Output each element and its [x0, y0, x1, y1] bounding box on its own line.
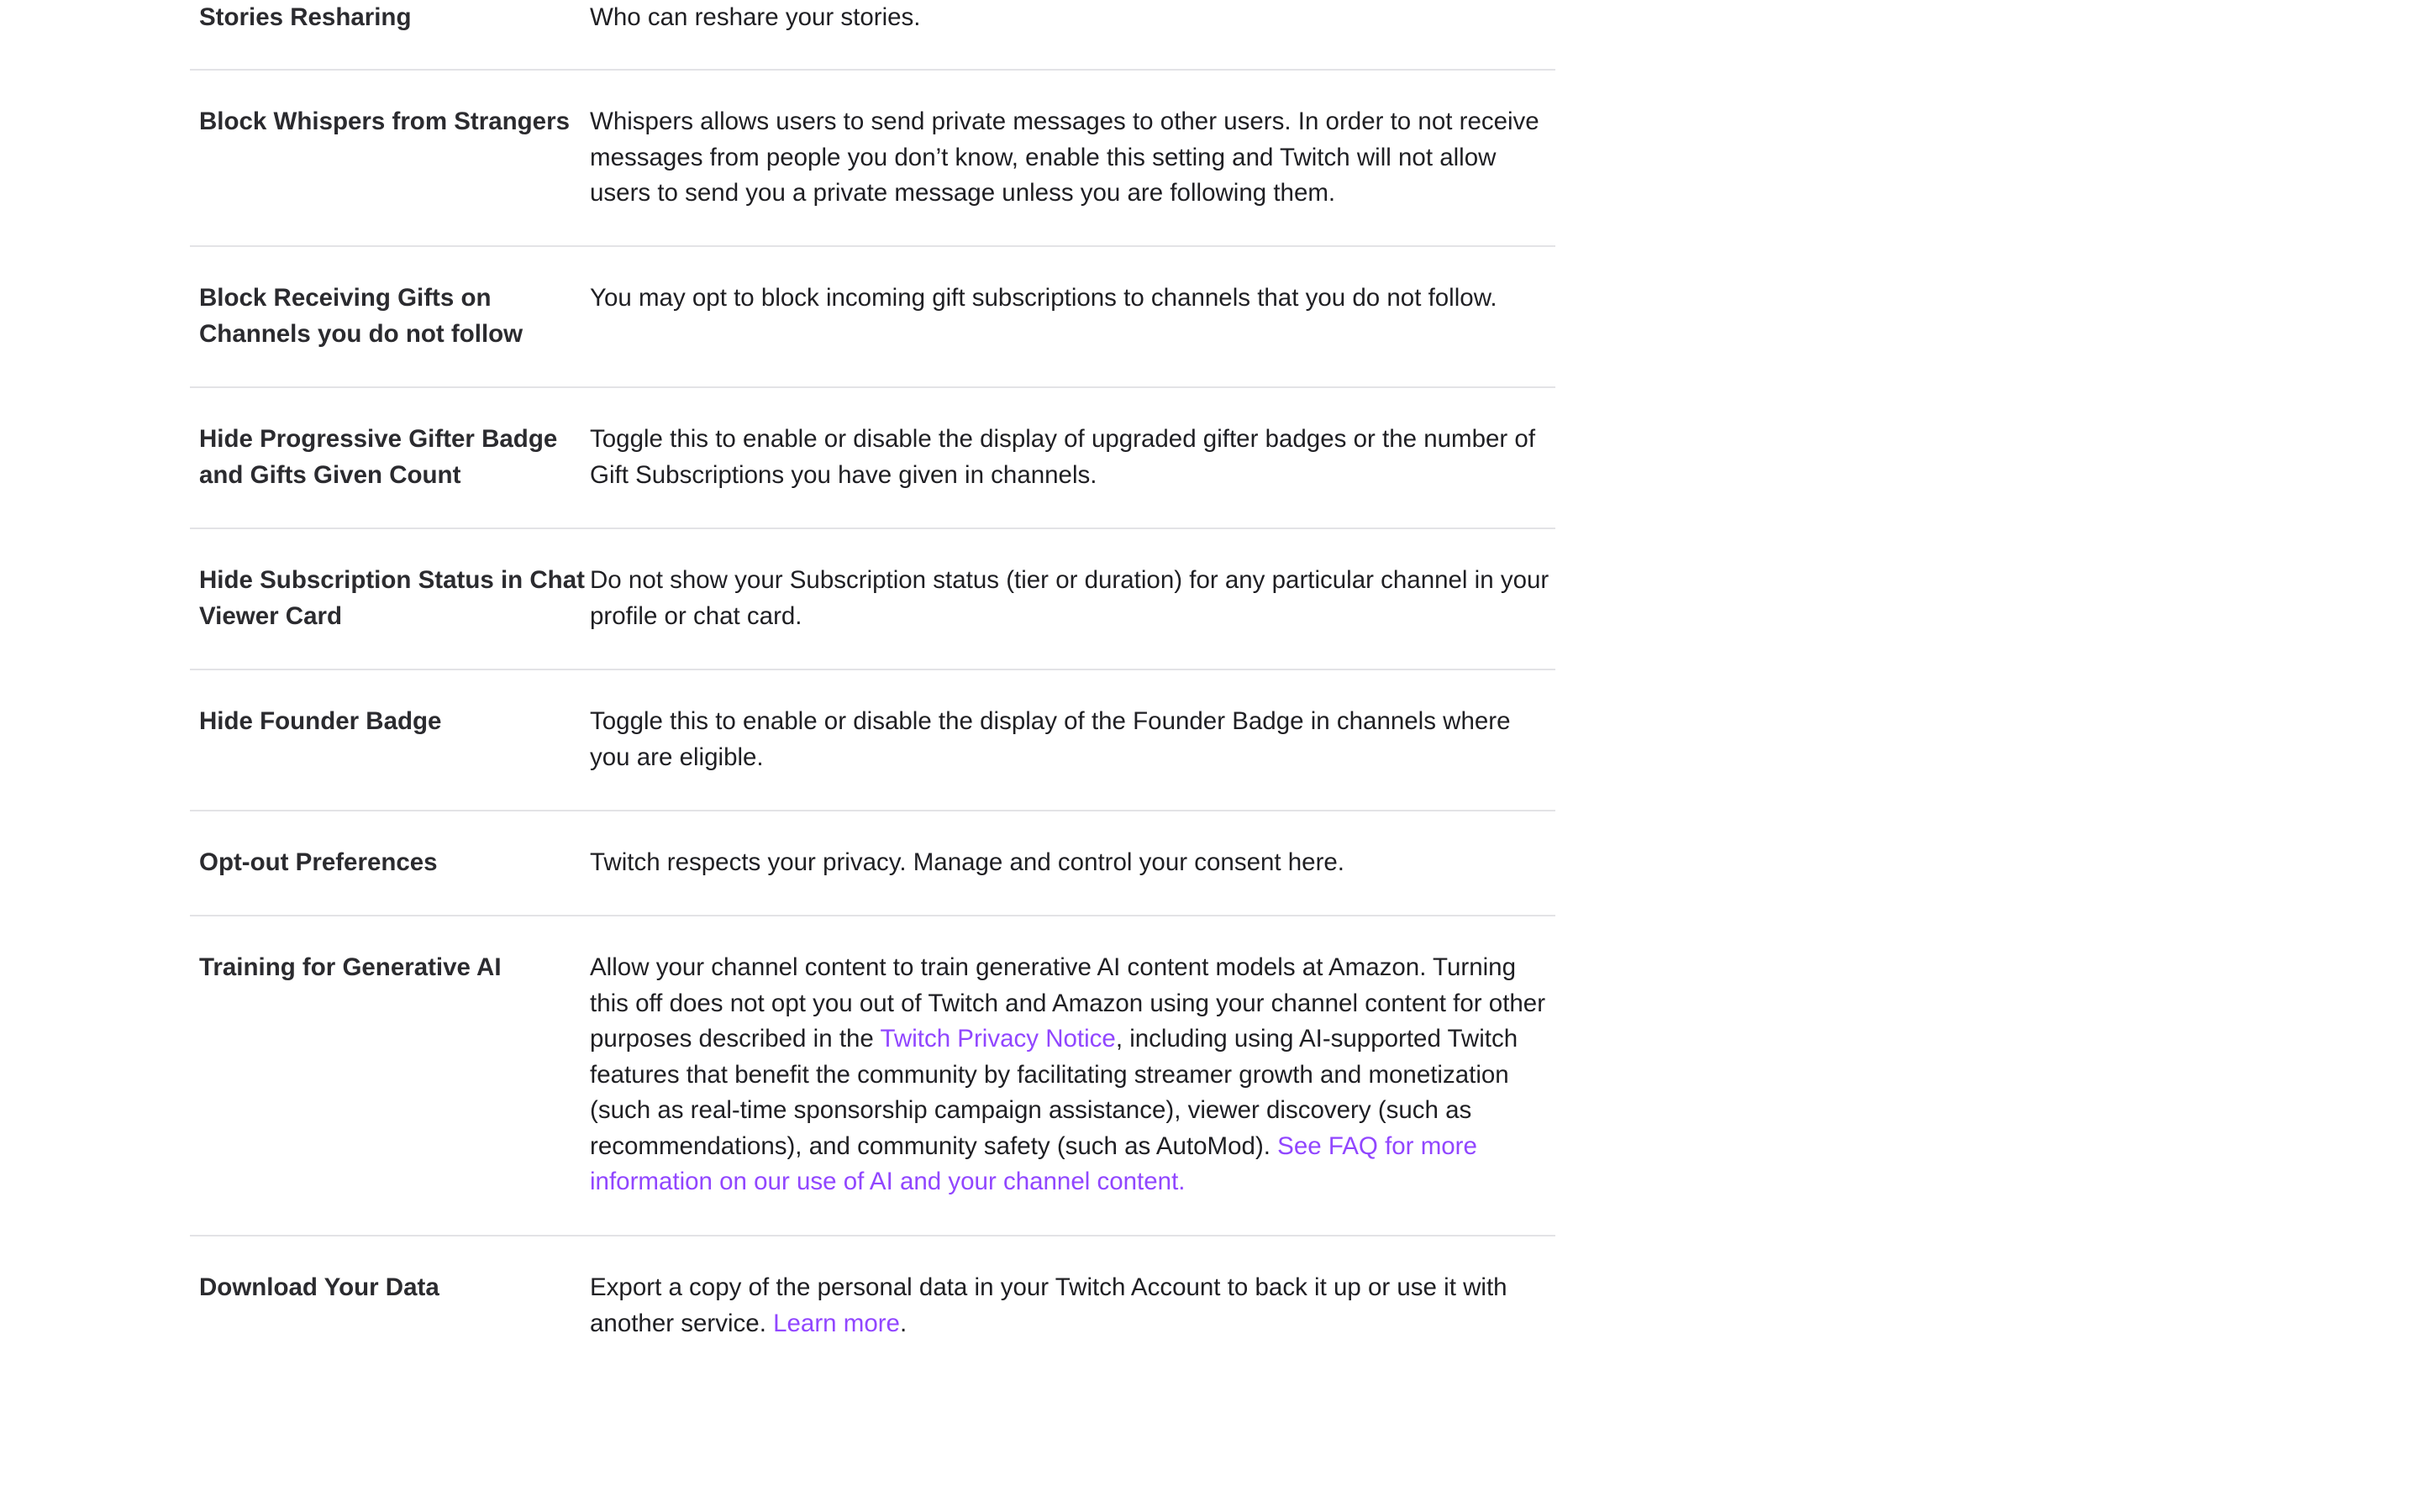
row-label: Stories Resharing — [199, 3, 412, 31]
row-description: Toggle this to enable or disable the display of upgraded gifter badges or the number of Gift Subscriptions you have given in channels. — [590, 425, 1536, 489]
settings-row-download-your-data — [190, 1236, 1555, 1378]
privacy-settings-table — [190, 0, 1555, 1378]
description-text: Allow your channel content to train generative AI content models at Amazon. Turning this off does not opt you out of Twitch and Amazon using your channel content for other purposes described in the — [590, 953, 1546, 1053]
row-label: Hide Founder Badge — [199, 707, 442, 735]
row-label: Training for Generative AI — [199, 953, 502, 981]
row-description: Whispers allows users to send private messages to other users. In order to not receive messages from people you don’t know, enable this setting and Twitch will not allow users to send you a private message unless you are following them. — [590, 108, 1539, 207]
settings-row-hide-founder-badge — [190, 670, 1555, 811]
settings-row-training-generative-ai — [190, 916, 1555, 1236]
row-label: Block Whispers from Strangers — [199, 108, 570, 135]
settings-row-hide-gifter-badge — [190, 388, 1555, 529]
learn-more-link[interactable]: Learn more — [773, 1309, 900, 1337]
twitch-privacy-notice-link[interactable]: Twitch Privacy Notice — [880, 1025, 1116, 1053]
settings-row-block-whispers — [190, 71, 1555, 247]
row-label: Hide Subscription Status in Chat Viewer Card — [199, 566, 585, 630]
settings-row-opt-out-preferences — [190, 811, 1555, 916]
settings-row-block-gifts — [190, 247, 1555, 388]
row-description — [590, 1270, 1555, 1341]
row-label: Hide Progressive Gifter Badge and Gifts Given Count — [199, 425, 558, 489]
row-label: Block Receiving Gifts on Channels you do not follow — [199, 284, 523, 348]
row-description: Toggle this to enable or disable the display of the Founder Badge in channels where you are eligible. — [590, 707, 1511, 771]
ai-faq-link[interactable]: See FAQ for more information on our use of AI and your channel content. — [590, 1131, 1477, 1195]
row-label: Opt-out Preferences — [199, 848, 438, 876]
description-text: Export a copy of the personal data in your Twitch Account to back it up or use it with another service. — [590, 1273, 1507, 1337]
settings-row-stories-resharing — [190, 0, 1555, 71]
row-description: Twitch respects your privacy. Manage and control your consent here. — [590, 848, 1345, 876]
row-description: Do not show your Subscription status (tier or duration) for any particular channel in your profile or chat card. — [590, 566, 1549, 630]
description-text: , including using AI-supported Twitch features that benefit the community by facilitating streamer growth and monetization (such as real-time sponsorship campaign assistance), viewer discovery (such as recommendations), and community safety (such as AutoMod). — [590, 1025, 1518, 1160]
row-label: Download Your Data — [199, 1273, 439, 1301]
row-description: You may opt to block incoming gift subscriptions to channels that you do not follow. — [590, 284, 1497, 312]
row-description: Who can reshare your stories. — [590, 3, 921, 31]
row-description — [590, 950, 1555, 1200]
settings-row-hide-subscription-status — [190, 529, 1555, 670]
description-text: . — [899, 1309, 908, 1337]
